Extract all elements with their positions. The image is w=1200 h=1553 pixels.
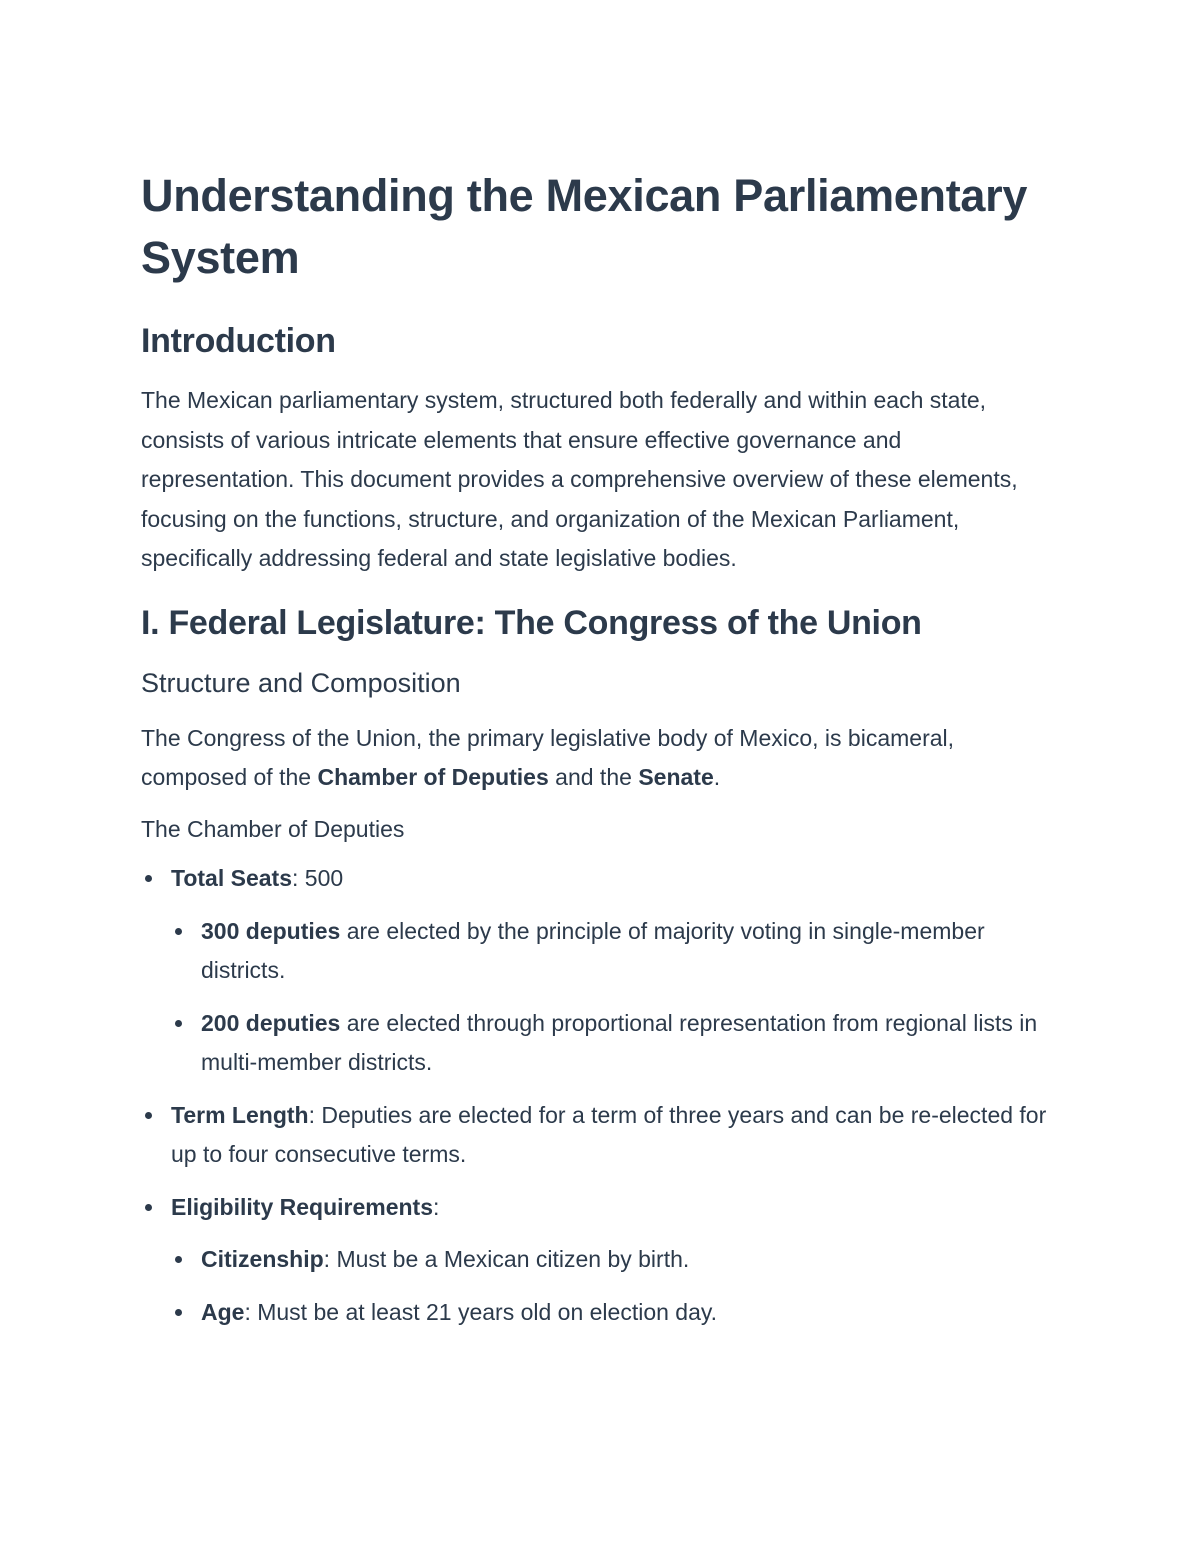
bullet-icon: [145, 1112, 152, 1119]
age-text: : Must be at least 21 years old on election day.: [244, 1298, 718, 1325]
chamber-of-deputies-term: Chamber of Deputies: [317, 764, 549, 790]
total-seats-value: : 500: [292, 865, 344, 891]
chamber-of-deputies-heading: The Chamber of Deputies: [141, 815, 405, 842]
congress-paragraph: [141, 719, 1061, 798]
list-item-200-deputies: [171, 1004, 1061, 1083]
senate-term: Senate: [638, 764, 714, 790]
eligibility-label: Eligibility Requirements: [171, 1193, 433, 1220]
bullet-icon: [175, 1309, 182, 1316]
list-item-citizenship: [171, 1240, 1061, 1280]
list-item-total-seats: [141, 859, 1061, 1083]
congress-text-end: .: [713, 764, 721, 790]
seats-200-label: 200 deputies: [201, 1009, 341, 1036]
bullet-icon: [145, 1204, 152, 1211]
introduction-paragraph: The Mexican parliamentary system, structured both federally and within each state, consists of various intricate elements that ensure effective governance and representation. This document provides a comprehensive overview of these elements, focusing on the functions, structure, and organization of the Mexican Parliament, specifically addressing federal and state legislative bodies.: [141, 387, 1018, 571]
list-item-eligibility: [141, 1188, 1061, 1333]
congress-text-and: and the: [548, 764, 639, 790]
structure-composition-heading: Structure and Composition: [141, 667, 461, 698]
list-item-300-deputies: [171, 912, 1061, 991]
seats-300-label: 300 deputies: [201, 917, 341, 944]
eligibility-colon: :: [433, 1193, 440, 1220]
eligibility-list: [171, 1240, 1061, 1332]
term-length-text: : Deputies are elected for a term of three years and can be re-elected for up to four consecutive terms.: [171, 1101, 1047, 1167]
citizenship-label: Citizenship: [201, 1246, 324, 1272]
seats-breakdown-list: [171, 912, 1061, 1083]
introduction-heading: Introduction: [141, 322, 336, 360]
list-item-age: [171, 1293, 1061, 1333]
bullet-icon: [175, 1020, 182, 1027]
congress-text: The Congress of the Union, the primary legislative body of Mexico, is bicameral, composed of the: [141, 724, 955, 790]
federal-legislature-heading: I. Federal Legislature: The Congress of the Union: [141, 603, 922, 642]
total-seats-label: Total Seats: [171, 865, 292, 891]
document-title: Understanding the Mexican Parliamentary System: [141, 170, 1028, 283]
bullet-icon: [175, 1256, 182, 1263]
chamber-details-list: [141, 859, 1061, 1332]
term-length-label: Term Length: [171, 1101, 309, 1128]
bullet-icon: [145, 875, 152, 882]
citizenship-text: : Must be a Mexican citizen by birth.: [323, 1246, 690, 1272]
document-page: [141, 165, 1061, 1345]
seats-200-text: are elected through proportional representation from regional lists in multi-member districts.: [201, 1009, 1038, 1075]
seats-300-text: are elected by the principle of majority voting in single-member districts.: [201, 917, 985, 983]
age-label: Age: [201, 1298, 245, 1325]
bullet-icon: [175, 928, 182, 935]
list-item-term-length: [141, 1096, 1061, 1175]
